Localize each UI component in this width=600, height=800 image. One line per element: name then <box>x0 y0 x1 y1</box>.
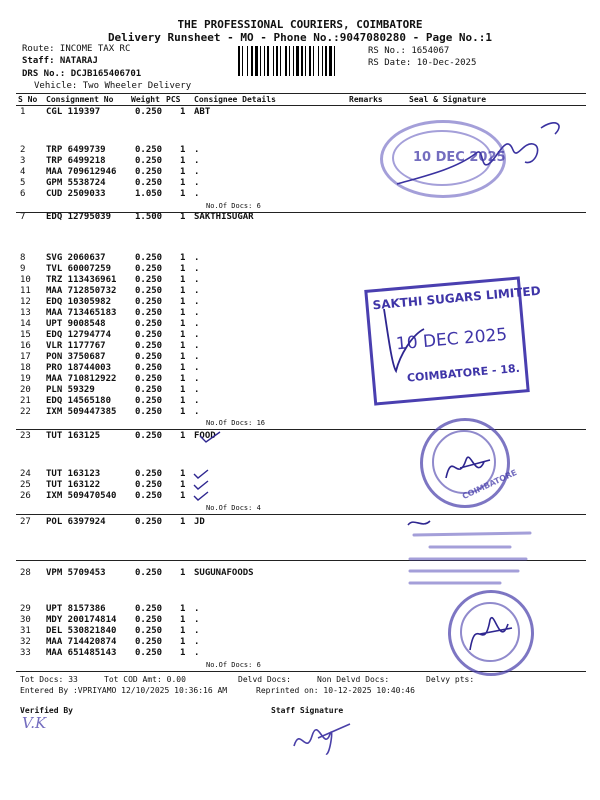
barcode-bar <box>255 46 258 76</box>
row-sno: 7 <box>20 212 26 222</box>
row-consignment: EDQ 12794774 <box>46 330 112 340</box>
row-weight: 0.250 <box>135 480 163 490</box>
row-consignee: . <box>194 341 200 351</box>
received-stamp-date: 10 DEC 2025 <box>413 150 506 165</box>
check-mark-icon <box>192 490 210 502</box>
barcode-bar <box>318 46 319 76</box>
barcode-bar <box>238 46 240 76</box>
col-consignee: Consignee Details <box>194 95 276 104</box>
row-pcs: 1 <box>180 517 186 527</box>
row-consignment: TVL 60007259 <box>46 264 112 274</box>
suguna-signature <box>460 604 520 660</box>
runsheet-title: Delivery Runsheet - MO - Phone No.:9047080280 - Page No.:1 <box>107 31 493 44</box>
row-sno: 14 <box>20 319 31 329</box>
row-sno: 13 <box>20 308 31 318</box>
row-consignment: PRO 18744003 <box>46 363 112 373</box>
row-consignee: . <box>194 352 200 362</box>
sakthi-stamp-name: SAKTHI SUGARS LIMITED <box>371 283 542 313</box>
group-docs-count: No.Of Docs: 4 <box>206 504 261 512</box>
barcode-bar <box>289 46 290 76</box>
staff-signature-label: Staff Signature <box>271 706 344 715</box>
total-cod-label: Tot COD Amt: <box>104 675 162 684</box>
row-consignee: . <box>194 178 200 188</box>
row-sno: 9 <box>20 264 26 274</box>
row-pcs: 1 <box>180 374 186 384</box>
row-consignee: SUGUNAFOODS <box>194 568 254 578</box>
row-consignment: DEL 530821840 <box>46 626 117 636</box>
row-consignment: TUT 163122 <box>46 480 101 490</box>
row-weight: 0.250 <box>135 178 163 188</box>
row-sno: 32 <box>20 637 31 647</box>
row-sno: 29 <box>20 604 31 614</box>
row-sno: 12 <box>20 297 31 307</box>
row-pcs: 1 <box>180 167 186 177</box>
row-consignee: . <box>194 264 200 274</box>
row-sno: 19 <box>20 374 31 384</box>
row-consignment: CGL 119397 <box>46 107 101 117</box>
row-consignee: FOOD <box>194 431 216 441</box>
row-sno: 30 <box>20 615 31 625</box>
row-pcs: 1 <box>180 363 186 373</box>
row-pcs: 1 <box>180 615 186 625</box>
barcode-bar <box>251 46 253 76</box>
check-mark-icon <box>198 430 222 444</box>
row-consignment: IXM 509447385 <box>46 407 117 417</box>
row-pcs: 1 <box>180 385 186 395</box>
row-consignee: . <box>194 396 200 406</box>
row-consignment: SVG 2060637 <box>46 253 106 263</box>
row-consignment: TRZ 113436961 <box>46 275 117 285</box>
barcode-bar <box>280 46 281 76</box>
row-consignment: GPM 5538724 <box>46 178 106 188</box>
row-pcs: 1 <box>180 156 186 166</box>
row-sno: 26 <box>20 491 31 501</box>
row-weight: 0.250 <box>135 407 163 417</box>
row-consignee: . <box>194 407 200 417</box>
row-weight: 0.250 <box>135 156 163 166</box>
row-sno: 24 <box>20 469 31 479</box>
row-pcs: 1 <box>180 469 186 479</box>
row-consignment: IXM 509470540 <box>46 491 117 501</box>
row-weight: 0.250 <box>135 568 163 578</box>
row-consignment: MAA 713465183 <box>46 308 117 318</box>
row-weight: 0.250 <box>135 604 163 614</box>
sakthi-stamp-date: 10 DEC 2025 <box>395 324 508 355</box>
row-weight: 0.250 <box>135 491 163 501</box>
row-weight: 0.250 <box>135 107 163 117</box>
barcode-bar <box>273 46 274 76</box>
row-consignee: . <box>194 297 200 307</box>
vehicle: Vehicle: Two Wheeler Delivery <box>34 81 192 91</box>
row-consignee: JD <box>194 517 205 527</box>
row-consignment: MAA 709612946 <box>46 167 117 177</box>
drs-number: DRS No.: DCJB165406701 <box>22 69 142 79</box>
row-sno: 21 <box>20 396 31 406</box>
header-rule-bottom <box>16 105 586 106</box>
row-weight: 0.250 <box>135 431 163 441</box>
row-consignee: . <box>194 637 200 647</box>
row-consignee: . <box>194 253 200 263</box>
barcode-bar <box>334 46 335 76</box>
row-pcs: 1 <box>180 341 186 351</box>
row-consignment: UPT 9008548 <box>46 319 106 329</box>
barcode-bar <box>285 46 287 76</box>
row-consignee: . <box>194 275 200 285</box>
row-consignee: . <box>194 626 200 636</box>
row-sno: 25 <box>20 480 31 490</box>
total-cod-value: 0.00 <box>166 675 186 684</box>
food-signature <box>440 440 500 490</box>
row-weight: 0.250 <box>135 385 163 395</box>
row-sno: 27 <box>20 517 31 527</box>
row-pcs: 1 <box>180 407 186 417</box>
entered-by: Entered By :VPRIYAMO 12/10/2025 10:36:16 AM <box>20 686 228 695</box>
row-sno: 23 <box>20 431 31 441</box>
row-weight: 0.250 <box>135 308 163 318</box>
jd-rubber-stamp <box>400 515 540 595</box>
row-sno: 28 <box>20 568 31 578</box>
row-sno: 11 <box>20 286 31 296</box>
col-consignment: Consignment No <box>46 95 114 104</box>
verified-by-label: Verified By <box>20 706 73 715</box>
row-sno: 2 <box>20 145 26 155</box>
row-pcs: 1 <box>180 352 186 362</box>
row-consignment: PON 3750687 <box>46 352 106 362</box>
row-consignment: POL 6397924 <box>46 517 106 527</box>
barcode-bar <box>301 46 303 76</box>
row-weight: 0.250 <box>135 637 163 647</box>
total-docs-label: Tot Docs: <box>20 675 64 684</box>
col-pcs: PCS <box>166 95 181 104</box>
row-consignment: PLN 59329 <box>46 385 95 395</box>
group-separator <box>16 429 586 430</box>
row-pcs: 1 <box>180 264 186 274</box>
group-separator <box>16 212 586 213</box>
row-sno: 17 <box>20 352 31 362</box>
rs-date: RS Date: 10-Dec-2025 <box>368 58 477 68</box>
row-pcs: 1 <box>180 212 186 222</box>
row-consignee: . <box>194 615 200 625</box>
row-consignment: EDQ 10305982 <box>46 297 112 307</box>
staff-signature <box>290 716 360 758</box>
barcode-bar <box>296 46 299 76</box>
group-docs-count: No.Of Docs: 6 <box>206 661 261 669</box>
consignee-signature <box>395 114 575 194</box>
barcode-bar <box>276 46 278 76</box>
col-seal-signature: Seal & Signature <box>409 95 487 104</box>
row-weight: 0.250 <box>135 615 163 625</box>
row-consignee: SAKTHISUGAR <box>194 212 254 222</box>
row-pcs: 1 <box>180 297 186 307</box>
row-consignment: UPT 8157386 <box>46 604 106 614</box>
total-docs <box>20 675 78 684</box>
non-delivered-docs: Non Delvd Docs: <box>317 675 390 684</box>
total-cod <box>104 675 186 684</box>
barcode-bar <box>247 46 248 76</box>
row-consignment: VPM 5709453 <box>46 568 106 578</box>
row-pcs: 1 <box>180 431 186 441</box>
company-title: THE PROFESSIONAL COURIERS, COIMBATORE <box>177 18 423 31</box>
rs-number: RS No.: 1654067 <box>368 46 450 56</box>
row-sno: 4 <box>20 167 26 177</box>
row-consignee: . <box>194 319 200 329</box>
row-pcs: 1 <box>180 308 186 318</box>
row-consignment: EDQ 14565180 <box>46 396 112 406</box>
row-pcs: 1 <box>180 286 186 296</box>
row-sno: 8 <box>20 253 26 263</box>
row-consignment: TRP 6499218 <box>46 156 106 166</box>
row-consignee: . <box>194 189 200 199</box>
barcode-bar <box>309 46 311 76</box>
row-weight: 0.250 <box>135 648 163 658</box>
staff: Staff: NATARAJ <box>22 56 98 66</box>
row-consignee: . <box>194 648 200 658</box>
row-sno: 22 <box>20 407 31 417</box>
row-weight: 0.250 <box>135 626 163 636</box>
row-consignment: VLR 1177767 <box>46 341 106 351</box>
verified-initials: V.K <box>22 714 47 732</box>
row-sno: 1 <box>20 107 26 117</box>
barcode-bar <box>260 46 261 76</box>
barcode-bar <box>264 46 265 76</box>
group-docs-count: No.Of Docs: 16 <box>206 419 266 427</box>
row-consignment: MAA 714420874 <box>46 637 117 647</box>
row-weight: 0.250 <box>135 264 163 274</box>
row-consignee: . <box>194 385 200 395</box>
barcode-bar <box>329 46 332 76</box>
row-consignment: EDQ 12795039 <box>46 212 112 222</box>
row-weight: 0.250 <box>135 469 163 479</box>
sakthi-stamp-city: COIMBATORE - 18. <box>406 361 521 385</box>
row-pcs: 1 <box>180 480 186 490</box>
row-consignee: . <box>194 156 200 166</box>
col-weight: Weight <box>131 95 160 104</box>
barcode-bar <box>322 46 323 76</box>
header-rule-top <box>16 93 586 94</box>
row-sno: 31 <box>20 626 31 636</box>
barcode-bar <box>325 46 327 76</box>
row-consignment: TRP 6499739 <box>46 145 106 155</box>
row-consignee: . <box>194 167 200 177</box>
row-sno: 18 <box>20 363 31 373</box>
row-weight: 0.250 <box>135 145 163 155</box>
row-pcs: 1 <box>180 189 186 199</box>
row-consignment: MAA 710812922 <box>46 374 117 384</box>
row-consignment: MAA 712850732 <box>46 286 117 296</box>
col-remarks: Remarks <box>349 95 383 104</box>
row-weight: 0.250 <box>135 363 163 373</box>
row-weight: 0.250 <box>135 297 163 307</box>
row-weight: 0.250 <box>135 330 163 340</box>
row-sno: 20 <box>20 385 31 395</box>
barcode-bar <box>267 46 269 76</box>
row-pcs: 1 <box>180 107 186 117</box>
row-pcs: 1 <box>180 330 186 340</box>
barcode-bar <box>305 46 306 76</box>
row-weight: 0.250 <box>135 253 163 263</box>
row-pcs: 1 <box>180 648 186 658</box>
row-sno: 10 <box>20 275 31 285</box>
row-weight: 0.250 <box>135 341 163 351</box>
row-consignee: . <box>194 286 200 296</box>
sakthi-signature <box>378 305 438 375</box>
row-sno: 3 <box>20 156 26 166</box>
row-consignee: . <box>194 145 200 155</box>
row-pcs: 1 <box>180 253 186 263</box>
row-consignee: . <box>194 330 200 340</box>
row-sno: 16 <box>20 341 31 351</box>
row-consignment: MDY 200174814 <box>46 615 117 625</box>
row-weight: 0.250 <box>135 167 163 177</box>
row-consignee: . <box>194 308 200 318</box>
row-consignee: . <box>194 363 200 373</box>
row-weight: 0.250 <box>135 319 163 329</box>
row-sno: 33 <box>20 648 31 658</box>
reprinted-on: Reprinted on: 10-12-2025 10:40:46 <box>256 686 415 695</box>
row-weight: 0.250 <box>135 352 163 362</box>
row-pcs: 1 <box>180 275 186 285</box>
row-consignment: MAA 651485143 <box>46 648 117 658</box>
route: Route: INCOME TAX RC <box>22 44 131 54</box>
row-consignee: . <box>194 374 200 384</box>
row-pcs: 1 <box>180 637 186 647</box>
row-consignment: TUT 163123 <box>46 469 101 479</box>
col-sno: S No <box>18 95 38 104</box>
row-pcs: 1 <box>180 396 186 406</box>
delivered-docs: Delvd Docs: <box>238 675 291 684</box>
row-pcs: 1 <box>180 604 186 614</box>
group-docs-count: No.Of Docs: 6 <box>206 202 261 210</box>
total-docs-value: 33 <box>68 675 78 684</box>
row-sno: 6 <box>20 189 26 199</box>
barcode <box>238 46 364 76</box>
row-pcs: 1 <box>180 319 186 329</box>
row-pcs: 1 <box>180 178 186 188</box>
row-weight: 1.500 <box>135 212 163 222</box>
barcode-bar <box>242 46 243 76</box>
row-weight: 0.250 <box>135 374 163 384</box>
barcode-bar <box>293 46 294 76</box>
row-weight: 1.050 <box>135 189 163 199</box>
row-weight: 0.250 <box>135 396 163 406</box>
row-weight: 0.250 <box>135 517 163 527</box>
food-stamp-city: COIMBATORE <box>460 467 519 502</box>
row-consignee: ABT <box>194 107 211 117</box>
row-sno: 15 <box>20 330 31 340</box>
barcode-bar <box>313 46 314 76</box>
row-sno: 5 <box>20 178 26 188</box>
row-consignee: . <box>194 604 200 614</box>
row-pcs: 1 <box>180 491 186 501</box>
row-pcs: 1 <box>180 626 186 636</box>
row-consignment: CUD 2509033 <box>46 189 106 199</box>
row-pcs: 1 <box>180 145 186 155</box>
row-weight: 0.250 <box>135 275 163 285</box>
delivery-points: Delvy pts: <box>426 675 475 684</box>
row-consignment: TUT 163125 <box>46 431 101 441</box>
row-weight: 0.250 <box>135 286 163 296</box>
row-pcs: 1 <box>180 568 186 578</box>
